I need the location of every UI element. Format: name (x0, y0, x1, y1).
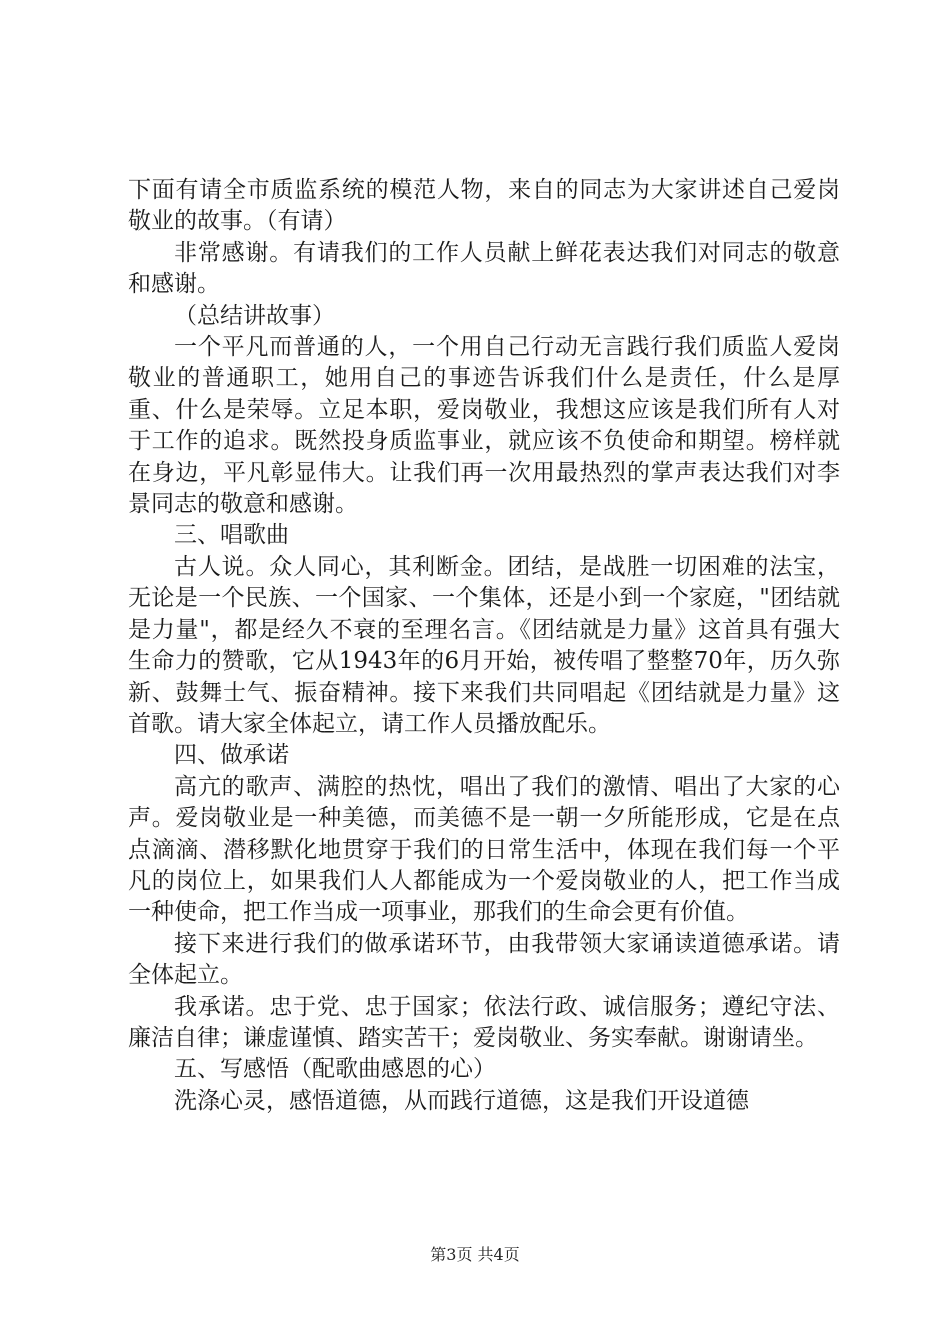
paragraph-9: 接下来进行我们的做承诺环节，由我带领大家诵读道德承诺。请全体起立。 (128, 930, 840, 989)
paragraph-6: 古人说。众人同心，其利断金。团结，是战胜一切困难的法宝，无论是一个民族、一个国家、一个集体，还是小到一个家庭，"团结就是力量"，都是经久不衰的至理名言。《团结就是力量》这首具有强大生命力的赞歌，它从1943年的6月开始，被传唱了整整70年，历久弥新、鼓舞士气、振奋精神。接下来我们共同唱起《团结就是力量》这首歌。请大家全体起立，请工作人员播放配乐。 (128, 553, 840, 737)
paragraph-12: 洗涤心灵，感悟道德，从而践行道德，这是我们开设道德 (174, 1087, 749, 1114)
paragraph-1: 下面有请全市质监系统的模范人物，来自的同志为大家讲述自己爱岗敬业的故事。（有请） (128, 177, 840, 235)
document-body (128, 175, 840, 1117)
paragraph-3: （总结讲故事） (174, 302, 335, 329)
section-heading-reflection: 五、写感悟（配歌曲感恩的心） (174, 1056, 496, 1083)
paragraph-10: 我承诺。忠于党、忠于国家；依法行政、诚信服务；遵纪守法、廉洁自律；谦虚谨慎、踏实苦干；爱岗敬业、务实奉献。谢谢请坐。 (128, 993, 840, 1051)
paragraph-8: 高亢的歌声、满腔的热忱，唱出了我们的激情、唱出了大家的心声。爱岗敬业是一种美德，而美德不是一朝一夕所能形成，它是在点点滴滴、潜移默化地贯穿于我们的日常生活中，体现在我们每一个平凡的岗位上，如果我们人人都能成为一个爱岗敬业的人，把工作当成一种使命，把工作当成一项事业，那我们的生命会更有价值。 (128, 773, 840, 926)
paragraph-2: 非常感谢。有请我们的工作人员献上鲜花表达我们对同志的敬意和感谢。 (128, 239, 840, 298)
paragraph-4: 一个平凡而普通的人，一个用自己行动无言践行我们质监人爱岗敬业的普通职工，她用自己的事迹告诉我们什么是责任，什么是厚重、什么是荣辱。立足本职，爱岗敬业，我想这应该是我们所有人对于工作的追求。既然投身质监事业，就应该不负使命和期望。榜样就在身边，平凡彰显伟大。让我们再一次用最热烈的掌声表达我们对李景同志的敬意和感谢。 (128, 334, 840, 518)
section-heading-sing: 三、唱歌曲 (174, 522, 289, 549)
page-number-footer: 第3页 共4页 (430, 1245, 520, 1264)
section-heading-promise: 四、做承诺 (174, 742, 289, 769)
